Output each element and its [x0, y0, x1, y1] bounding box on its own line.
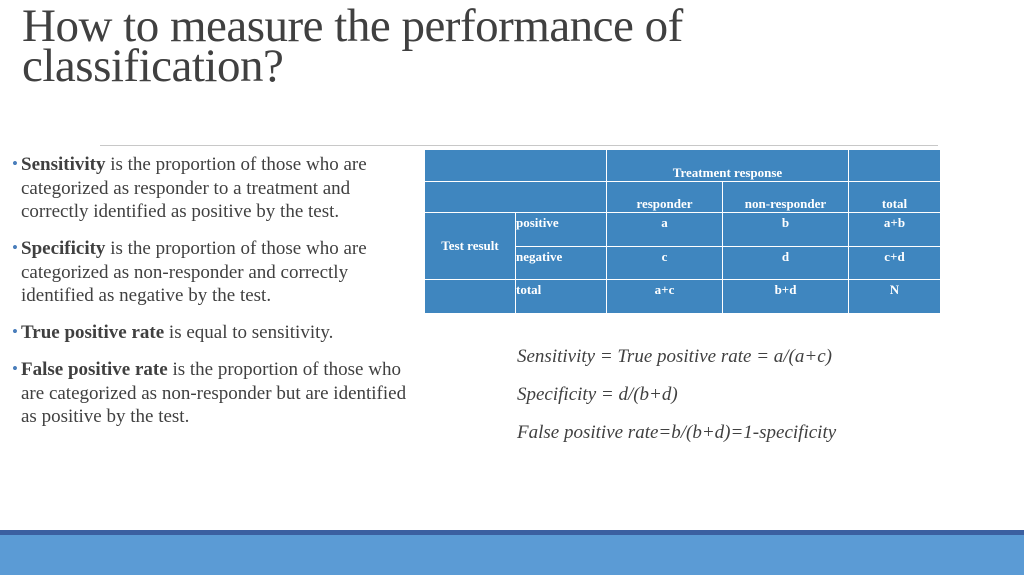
table-cell: a+b [849, 213, 941, 247]
table-cell: c [607, 246, 723, 280]
table-cell: b+d [723, 280, 849, 314]
bullet-text: is the proportion of those who are categorized as non-responder but are identified as positive by the test. [21, 359, 407, 427]
bullet-term: True positive rate [21, 322, 165, 343]
bullet-list [12, 153, 422, 442]
table-cell: N [849, 280, 941, 314]
contingency-table [424, 149, 941, 314]
formula-list [517, 345, 977, 459]
table-row-group-header: Test result [425, 213, 516, 280]
table-column-header: total [849, 181, 941, 213]
table-column-row [425, 181, 941, 213]
table-group-header: Treatment response [607, 150, 849, 182]
bullet-dot-icon: • [12, 154, 18, 173]
table-row-label: total [516, 280, 607, 314]
footer-band [0, 535, 1024, 575]
bullet-term: Specificity [21, 238, 106, 259]
formula-sensitivity: Sensitivity = True positive rate = a/(a+c) [517, 346, 832, 367]
table-corner-cell [425, 181, 607, 213]
table-cell: d [723, 246, 849, 280]
table-corner-cell [425, 150, 607, 182]
table-cell: c+d [849, 246, 941, 280]
slide-title: How to measure the performance of classification? [22, 0, 683, 92]
bullet-dot-icon: • [12, 238, 18, 257]
bullet-item-true-positive-rate [12, 321, 422, 345]
bullet-item-specificity [12, 237, 422, 308]
table-row-label: negative [516, 246, 607, 280]
bullet-term: Sensitivity [21, 154, 106, 175]
formula-specificity: Specificity = d/(b+d) [517, 384, 678, 405]
bullet-item-sensitivity [12, 153, 422, 224]
table-column-header: responder [607, 181, 723, 213]
bullet-dot-icon: • [12, 359, 18, 378]
table-cell: b [723, 213, 849, 247]
bullet-text: is the proportion of those who are categorized as non-responder and correctly identified as negative by the test. [21, 238, 367, 306]
table-row [425, 213, 941, 247]
table-cell: a [607, 213, 723, 247]
bullet-text: is the proportion of those who are categorized as responder to a treatment and correctly identified as positive by the test. [21, 154, 367, 222]
table-column-header: non-responder [723, 181, 849, 213]
bullet-item-false-positive-rate [12, 358, 422, 429]
table-empty-cell [849, 150, 941, 182]
formula-false-positive-rate: False positive rate=b/(b+d)=1-specificity [517, 422, 837, 443]
table-cell: a+c [607, 280, 723, 314]
table-header-row [425, 150, 941, 182]
divider-line [100, 145, 938, 146]
table-row [425, 280, 941, 314]
bullet-dot-icon: • [12, 322, 18, 341]
bullet-text: is equal to sensitivity. [164, 322, 334, 343]
table-empty-cell [425, 280, 516, 314]
table-row-label: positive [516, 213, 607, 247]
bullet-term: False positive rate [21, 359, 168, 380]
